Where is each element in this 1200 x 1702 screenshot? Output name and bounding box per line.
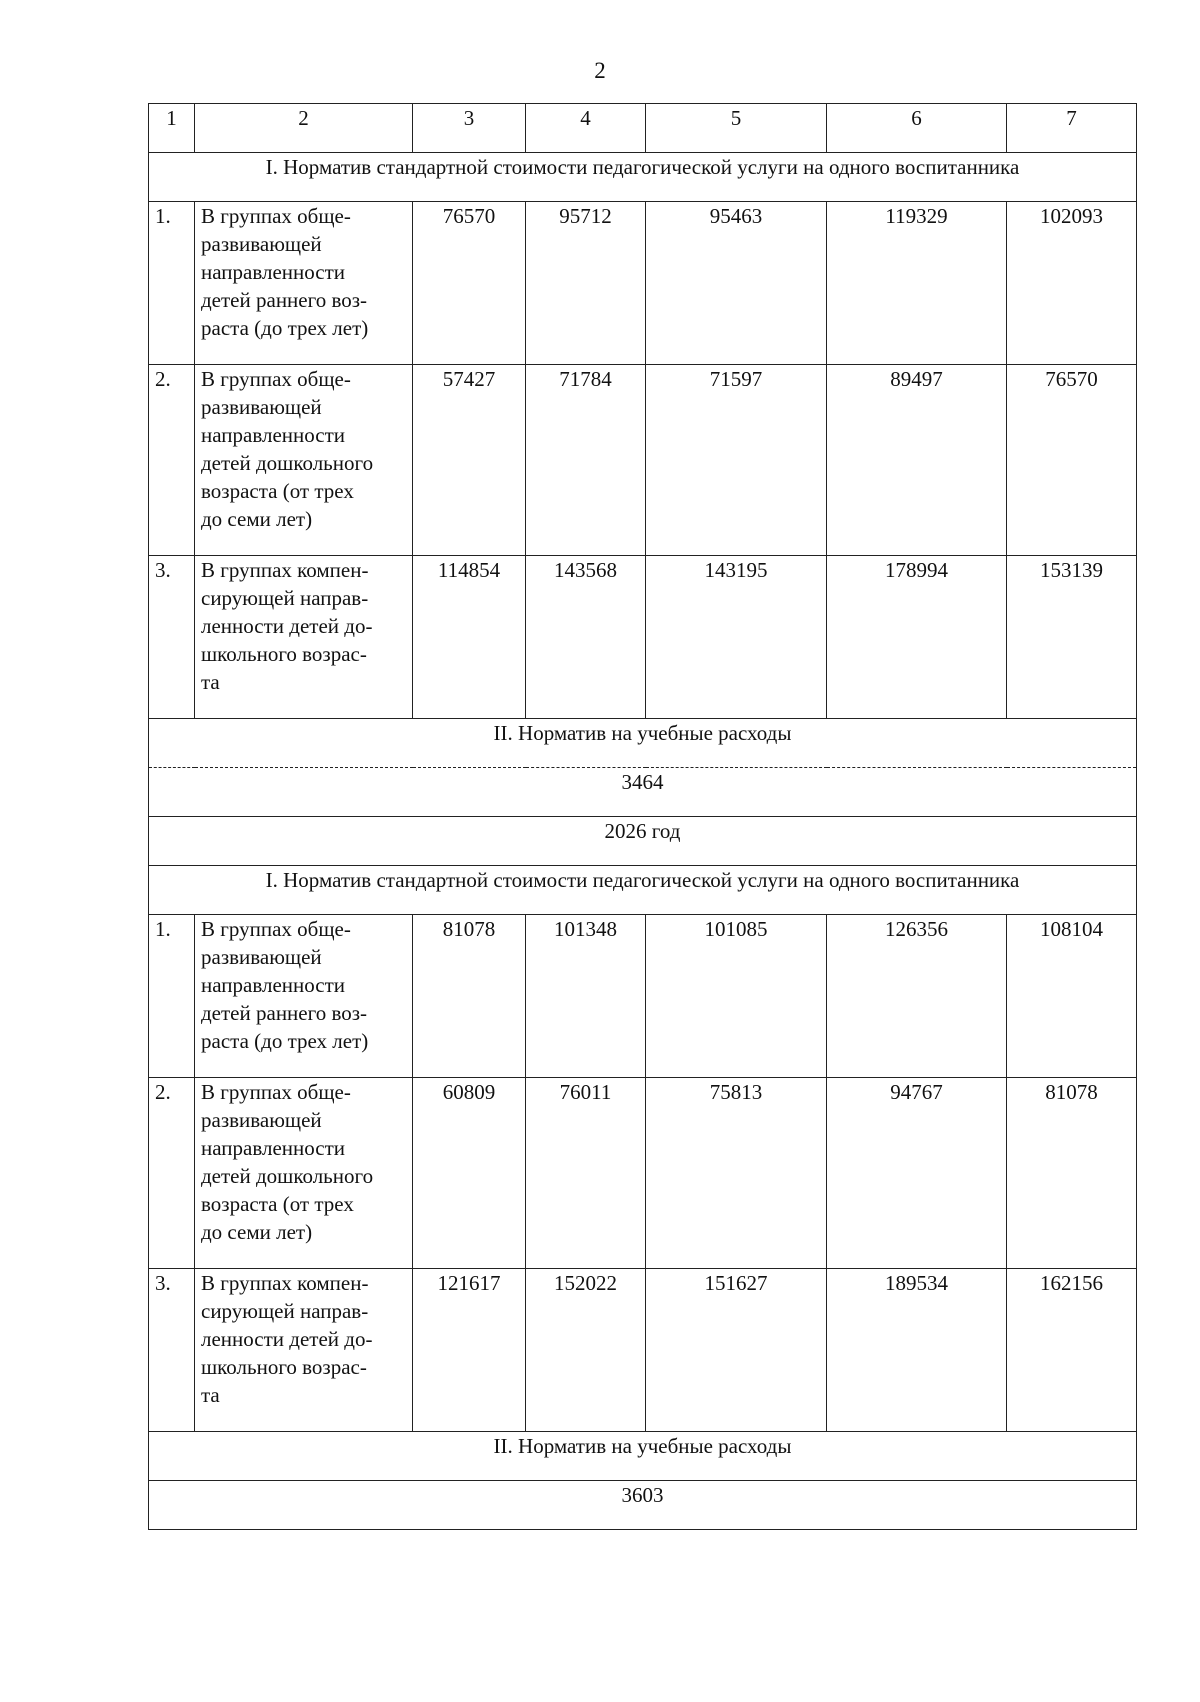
table-row [149, 1269, 1137, 1432]
section-title: II. Норматив на учебные расходы [149, 1432, 1137, 1481]
value-cell: 94767 [827, 1078, 1007, 1269]
section-title-row [149, 1432, 1137, 1481]
description-line: возраста (от трех [201, 479, 354, 503]
value-cell: 101085 [646, 915, 827, 1078]
value-cell: 95463 [646, 202, 827, 365]
column-number: 3 [413, 104, 526, 153]
description-line: В группах обще- [201, 204, 351, 228]
section-title-row [149, 719, 1137, 768]
value-cell: 95712 [526, 202, 646, 365]
description-line: В группах обще- [201, 367, 351, 391]
section-value: 3464 [149, 768, 1137, 817]
page-number: 2 [594, 58, 606, 83]
row-number: 3. [149, 556, 195, 719]
value-cell: 75813 [646, 1078, 827, 1269]
value-cell: 119329 [827, 202, 1007, 365]
description-line: детей раннего воз- [201, 1001, 368, 1025]
section-value-row [149, 768, 1137, 817]
value-cell: 71597 [646, 365, 827, 556]
table-row [149, 915, 1137, 1078]
description-line: детей дошкольного [201, 451, 374, 475]
section-title-row [149, 866, 1137, 915]
description-line: школьного возрас- [201, 642, 367, 666]
column-number-row [149, 104, 1137, 153]
description-line: сирующей направ- [201, 586, 369, 610]
value-cell: 76011 [526, 1078, 646, 1269]
description-line: В группах обще- [201, 917, 351, 941]
year-row [149, 817, 1137, 866]
table-row [149, 202, 1137, 365]
section-value-row [149, 1481, 1137, 1530]
value-cell: 89497 [827, 365, 1007, 556]
value-cell: 101348 [526, 915, 646, 1078]
row-description [195, 202, 413, 365]
section-title: I. Норматив стандартной стоимости педагогической услуги на одного воспитанника [149, 153, 1137, 202]
norms-table [148, 103, 1137, 1530]
value-cell: 121617 [413, 1269, 526, 1432]
value-cell: 60809 [413, 1078, 526, 1269]
value-cell: 114854 [413, 556, 526, 719]
table-row [149, 365, 1137, 556]
column-number: 6 [827, 104, 1007, 153]
value-cell: 71784 [526, 365, 646, 556]
description-line: возраста (от трех [201, 1192, 354, 1216]
row-description [195, 1078, 413, 1269]
description-line: детей дошкольного [201, 1164, 374, 1188]
value-cell: 151627 [646, 1269, 827, 1432]
value-cell: 57427 [413, 365, 526, 556]
description-line: ленности детей до- [201, 614, 373, 638]
description-line: до семи лет) [201, 1220, 313, 1244]
value-cell: 76570 [1007, 365, 1137, 556]
row-number: 3. [149, 1269, 195, 1432]
description-line: развивающей [201, 945, 322, 969]
section-title: I. Норматив стандартной стоимости педагогической услуги на одного воспитанника [149, 866, 1137, 915]
description-line: направленности [201, 423, 346, 447]
description-line: детей раннего воз- [201, 288, 368, 312]
table-body [149, 104, 1137, 1530]
row-number: 2. [149, 1078, 195, 1269]
description-line: В группах компен- [201, 1271, 369, 1295]
row-description [195, 915, 413, 1078]
value-cell: 143195 [646, 556, 827, 719]
value-cell: 178994 [827, 556, 1007, 719]
description-line: направленности [201, 1136, 346, 1160]
year-label: 2026 год [149, 817, 1137, 866]
column-number: 4 [526, 104, 646, 153]
value-cell: 153139 [1007, 556, 1137, 719]
value-cell: 152022 [526, 1269, 646, 1432]
description-line: В группах компен- [201, 558, 369, 582]
column-number: 2 [195, 104, 413, 153]
section-title-row [149, 153, 1137, 202]
table-row [149, 556, 1137, 719]
description-line: направленности [201, 973, 346, 997]
row-description [195, 1269, 413, 1432]
description-line: школьного возрас- [201, 1355, 367, 1379]
description-line: раста (до трех лет) [201, 316, 369, 340]
description-line: развивающей [201, 232, 322, 256]
table-row [149, 1078, 1137, 1269]
value-cell: 126356 [827, 915, 1007, 1078]
description-line: направленности [201, 260, 346, 284]
value-cell: 81078 [413, 915, 526, 1078]
description-line: та [201, 1383, 220, 1407]
description-line: ленности детей до- [201, 1327, 373, 1351]
value-cell: 108104 [1007, 915, 1137, 1078]
description-line: до семи лет) [201, 507, 313, 531]
section-title: II. Норматив на учебные расходы [149, 719, 1137, 768]
description-line: та [201, 670, 220, 694]
description-line: развивающей [201, 395, 322, 419]
value-cell: 76570 [413, 202, 526, 365]
value-cell: 143568 [526, 556, 646, 719]
row-number: 1. [149, 202, 195, 365]
value-cell: 189534 [827, 1269, 1007, 1432]
row-number: 1. [149, 915, 195, 1078]
value-cell: 81078 [1007, 1078, 1137, 1269]
row-description [195, 556, 413, 719]
description-line: В группах обще- [201, 1080, 351, 1104]
value-cell: 102093 [1007, 202, 1137, 365]
column-number: 5 [646, 104, 827, 153]
row-number: 2. [149, 365, 195, 556]
section-value: 3603 [149, 1481, 1137, 1530]
value-cell: 162156 [1007, 1269, 1137, 1432]
description-line: раста (до трех лет) [201, 1029, 369, 1053]
description-line: развивающей [201, 1108, 322, 1132]
description-line: сирующей направ- [201, 1299, 369, 1323]
column-number: 7 [1007, 104, 1137, 153]
column-number: 1 [149, 104, 195, 153]
row-description [195, 365, 413, 556]
